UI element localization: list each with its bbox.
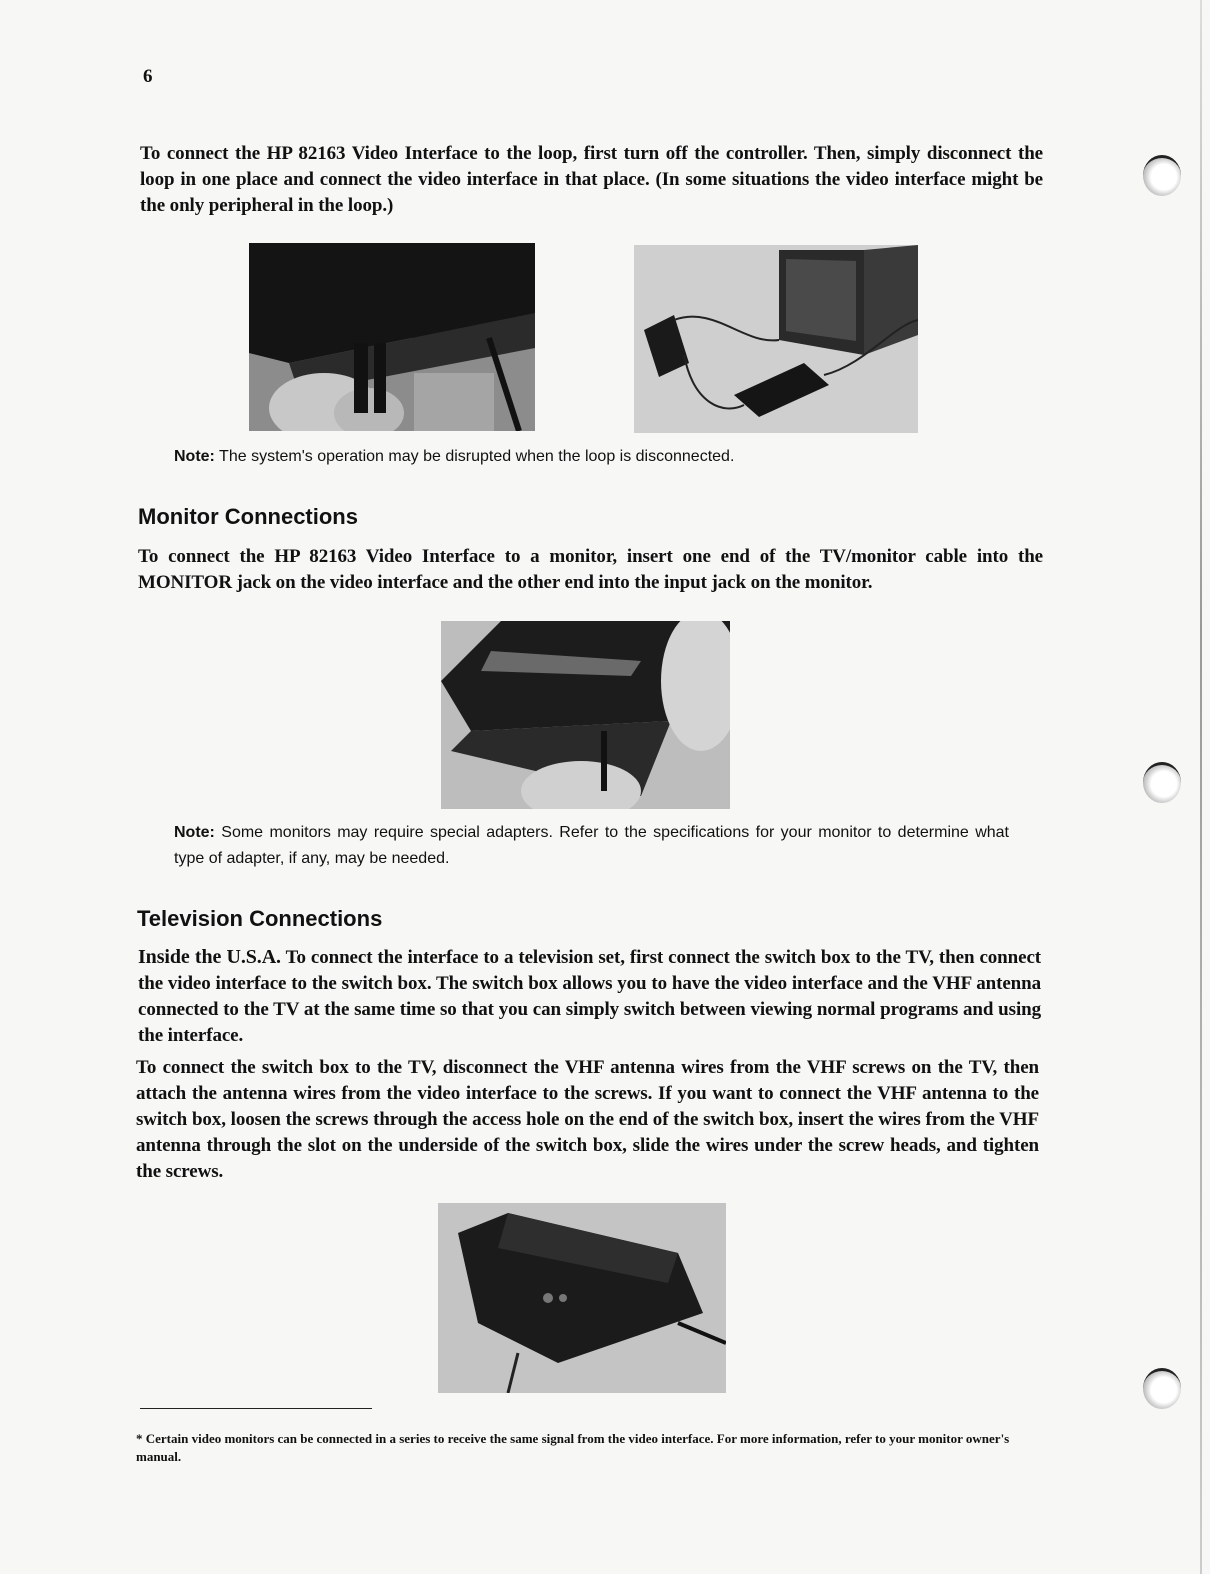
note-monitor [174, 820, 1009, 872]
note-loop-text: The system's operation may be disrupted when the loop is disconnected. [214, 448, 735, 465]
photo-system-setup-image [634, 245, 918, 433]
monitor-paragraph: To connect the HP 82163 Video Interface to a monitor, insert one end of the TV/monitor cable into the MONITOR jack on the video interface and the other end into the input jack on the monitor. [138, 546, 1043, 593]
page-number: 6 [143, 66, 153, 87]
photo-monitor-jack-image [441, 621, 730, 809]
binder-hole-middle [1143, 762, 1181, 803]
binder-hole-top [1143, 155, 1181, 196]
television-lead: Inside the U.S.A. [138, 946, 281, 968]
page-edge [1200, 0, 1202, 1574]
note-monitor-text: Some monitors may require special adapters. Refer to the specifications for your monitor to determine what type of adapter, if any, may be needed. [174, 824, 1009, 867]
television-paragraph-1-text: To connect the interface to a television set, first connect the switch box to the TV, then connect the video interface to the switch box. The switch box allows you to have the video interface and the VHF antenna connected to the TV at the same time so that you can simply switch between viewing normal programs and using the interface. [138, 947, 1042, 1046]
heading-television-connections: Television Connections [137, 906, 383, 931]
footnote: * Certain video monitors can be connected in a series to receive the same signal from the video interface. For more information, refer to your monitor owner's manual. [136, 1431, 1010, 1464]
photo-loop-connector [249, 243, 535, 431]
footnote-rule [140, 1408, 372, 1409]
television-paragraph-2: To connect the switch box to the TV, disconnect the VHF antenna wires from the VHF screws on the TV, then attach the antenna wires from the video interface to the screws. If you want to connect the VHF antenna to the switch box, loosen the screws through the access hole on the end of the switch box, insert the wires from the VHF antenna through the slot on the underside of the switch box, slide the wires under the screw heads, and tighten the screws. [136, 1057, 1039, 1182]
intro-paragraph: To connect the HP 82163 Video Interface to the loop, first turn off the controller. Then, simply disconnect the loop in one place and connect the video interface in that place. (In some situations the video interface might be the only peripheral in the loop.) [140, 143, 1043, 216]
photo-switch-box-image [438, 1203, 726, 1393]
photo-loop-connector-image [249, 243, 535, 431]
photo-monitor-jack [441, 621, 730, 809]
binder-hole-bottom [1143, 1368, 1181, 1409]
photo-switch-box [438, 1203, 726, 1393]
photo-system-setup [634, 245, 918, 433]
heading-monitor-connections: Monitor Connections [138, 504, 358, 529]
television-paragraph-1 [138, 944, 1041, 1049]
note-loop [174, 444, 1044, 470]
note-monitor-label: Note: [174, 824, 215, 841]
note-loop-label: Note: [174, 448, 215, 465]
